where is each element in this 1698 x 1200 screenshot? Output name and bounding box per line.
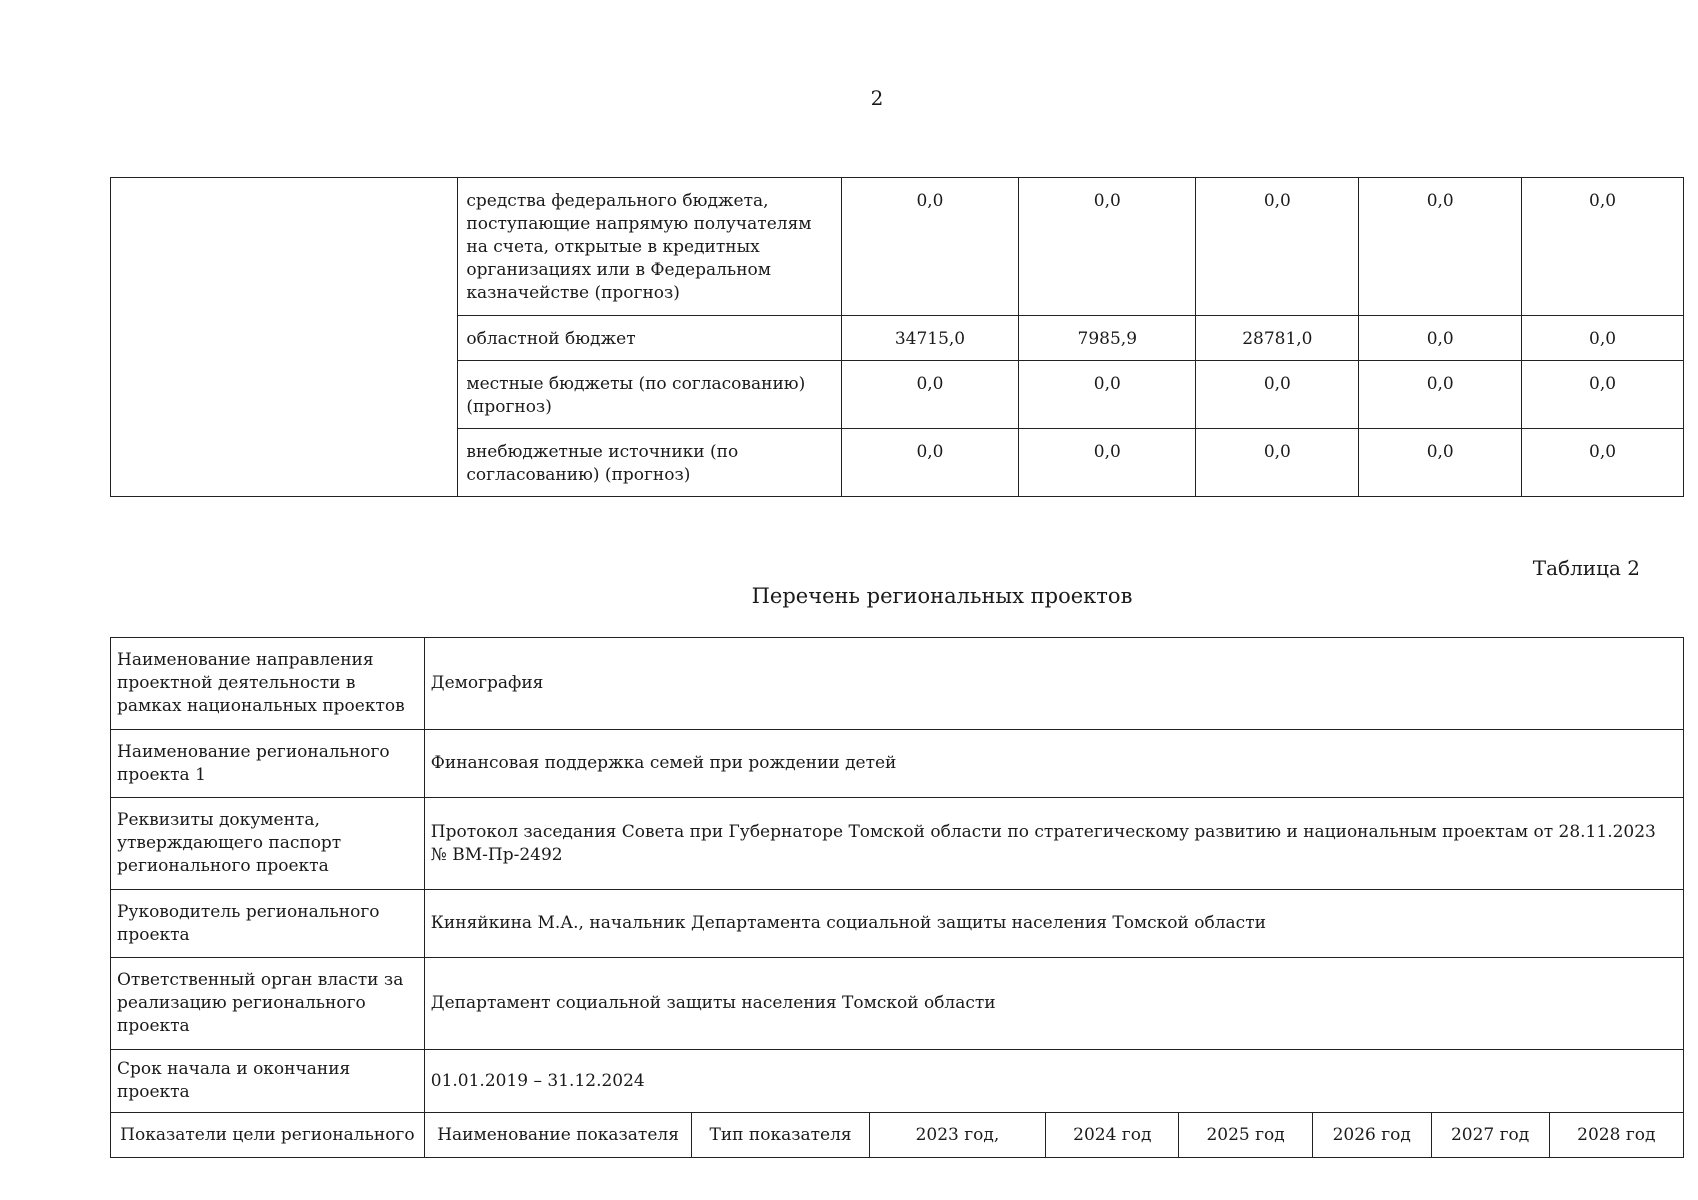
funding-value: 34715,0 — [841, 316, 1018, 361]
row-label: Наименование регионального проекта 1 — [111, 730, 425, 798]
funding-source-label: местные бюджеты (по согласованию) (прогноз) — [458, 361, 841, 429]
indicator-column-header: Тип показателя — [692, 1113, 869, 1158]
row-value: Киняйкина М.А., начальник Департамента социальной защиты населения Томской области — [424, 890, 1683, 958]
funding-value: 0,0 — [1019, 361, 1196, 429]
project-row — [111, 638, 1684, 730]
funding-value: 0,0 — [841, 178, 1018, 316]
row-label: Руководитель регионального проекта — [111, 890, 425, 958]
indicator-column-header: 2025 год — [1179, 1113, 1312, 1158]
funding-value: 28781,0 — [1196, 316, 1359, 361]
project-row — [111, 958, 1684, 1050]
row-label: Реквизиты документа, утверждающего паспорт регионального проекта — [111, 798, 425, 890]
funding-value: 0,0 — [1196, 429, 1359, 497]
empty-merged-cell — [111, 178, 458, 497]
table-caption: Таблица 2 — [1532, 556, 1640, 580]
indicator-column-header: 2023 год, — [869, 1113, 1045, 1158]
table-title: Перечень региональных проектов — [751, 584, 1133, 608]
funding-value: 0,0 — [1522, 429, 1684, 497]
funding-source-label: областной бюджет — [458, 316, 841, 361]
funding-source-label: внебюджетные источники (по согласованию) (прогноз) — [458, 429, 841, 497]
page-number: 2 — [870, 86, 884, 110]
row-label: Наименование направления проектной деятельности в рамках национальных проектов — [111, 638, 425, 730]
row-value: Протокол заседания Совета при Губернаторе Томской области по стратегическому развитию и национальным проектам от 28.11.2023 № ВМ-Пр-2492 — [424, 798, 1683, 890]
funding-value: 0,0 — [1196, 361, 1359, 429]
indicator-column-header: 2026 год — [1312, 1113, 1431, 1158]
funding-value: 7985,9 — [1019, 316, 1196, 361]
funding-value: 0,0 — [1196, 178, 1359, 316]
funding-value: 0,0 — [1359, 361, 1522, 429]
row-label: Ответственный орган власти за реализацию регионального проекта — [111, 958, 425, 1050]
funding-value: 0,0 — [1019, 429, 1196, 497]
funding-value: 0,0 — [1522, 361, 1684, 429]
indicator-column-header: 2028 год — [1549, 1113, 1683, 1158]
funding-value: 0,0 — [1019, 178, 1196, 316]
funding-value: 0,0 — [1522, 316, 1684, 361]
funding-value: 0,0 — [841, 429, 1018, 497]
funding-table — [110, 177, 1684, 497]
project-row — [111, 890, 1684, 958]
funding-value: 0,0 — [1522, 178, 1684, 316]
row-value: Финансовая поддержка семей при рождении детей — [424, 730, 1683, 798]
funding-source-label: средства федерального бюджета, поступающие напрямую получателям на счета, открытые в кредитных организациях или в Федеральном казначействе (прогноз) — [458, 178, 841, 316]
project-row — [111, 1050, 1684, 1113]
indicator-header-row — [111, 1113, 1684, 1158]
row-label: Срок начала и окончания проекта — [111, 1050, 425, 1113]
funding-value: 0,0 — [841, 361, 1018, 429]
funding-value: 0,0 — [1359, 429, 1522, 497]
row-value: 01.01.2019 – 31.12.2024 — [424, 1050, 1683, 1113]
row-value: Демография — [424, 638, 1683, 730]
indicator-column-header: 2027 год — [1431, 1113, 1549, 1158]
funding-value: 0,0 — [1359, 178, 1522, 316]
regional-projects-table — [110, 637, 1684, 1158]
project-row — [111, 730, 1684, 798]
project-row — [111, 798, 1684, 890]
indicator-column-header: Наименование показателя — [424, 1113, 692, 1158]
funding-value: 0,0 — [1359, 316, 1522, 361]
row-value: Департамент социальной защиты населения Томской области — [424, 958, 1683, 1050]
funding-row — [111, 178, 1684, 316]
indicator-header-label: Показатели цели регионального — [111, 1113, 425, 1158]
indicator-column-header: 2024 год — [1046, 1113, 1179, 1158]
